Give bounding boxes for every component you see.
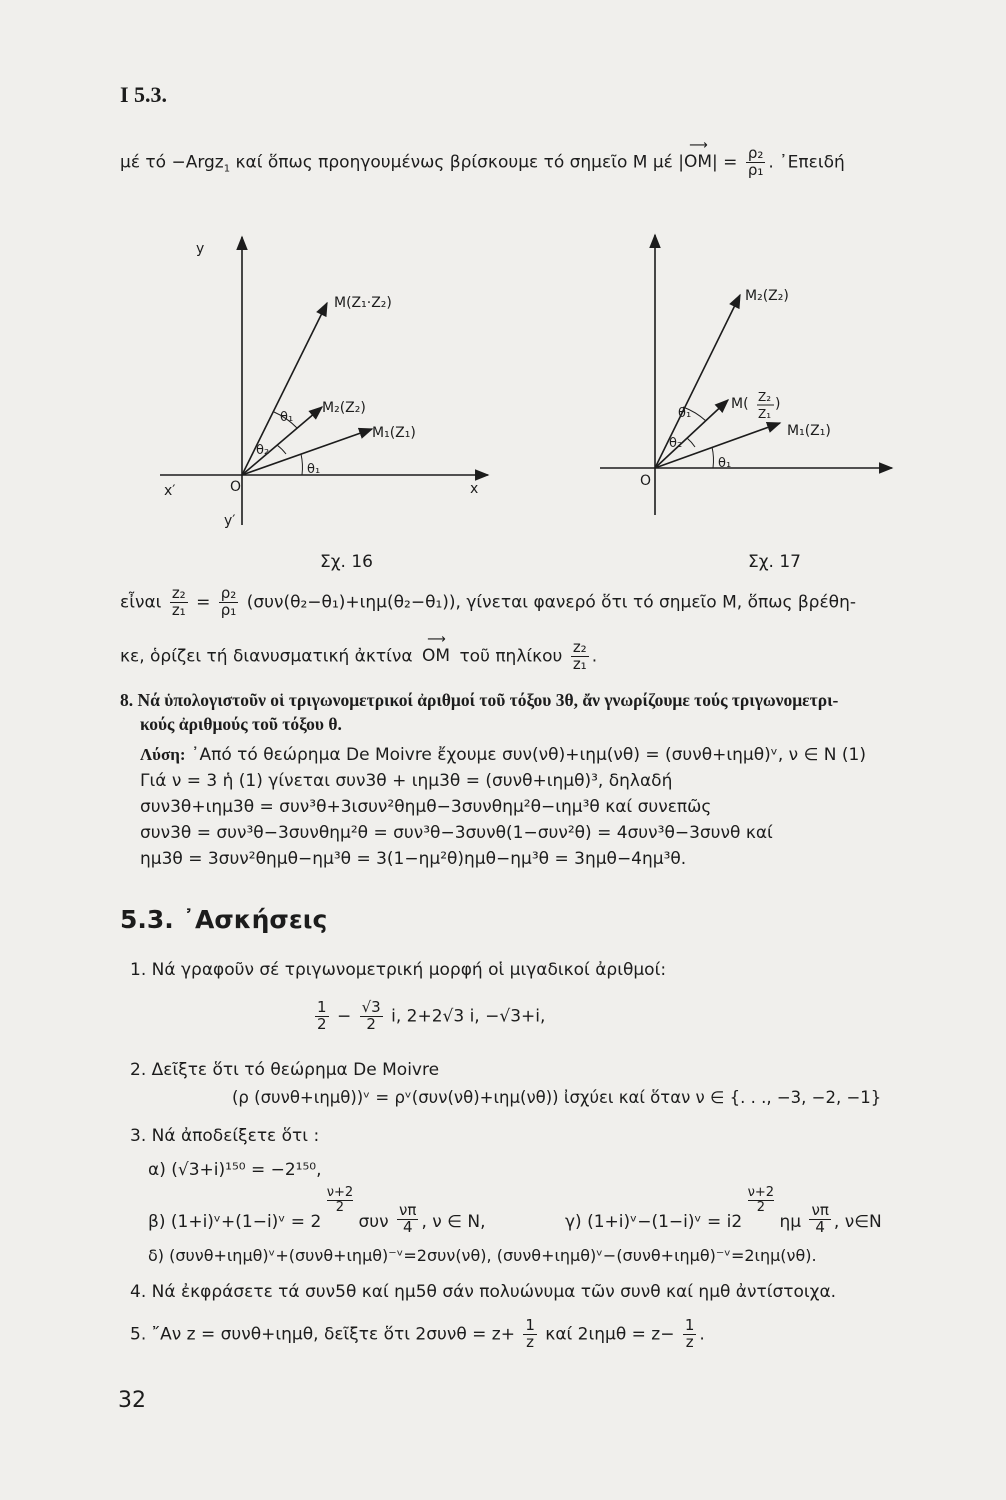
label-theta2: θ₂	[256, 443, 270, 458]
label-theta1-upper: θ₁	[678, 406, 692, 421]
ex8-line-2: κούς ἀριθμούς τοῦ τόξου θ.	[140, 714, 342, 734]
figure-17	[600, 225, 900, 520]
exercise-1: 1. Νά γραφοῦν σέ τριγωνομετρική μορφή οἱ μιγαδικοί ἀριθμοί:	[130, 960, 667, 980]
arc-theta2	[687, 438, 695, 447]
solution-line-5: ημ3θ = 3συν²θημθ−ημ³θ = 3(1−ημ²θ)ημθ−ημ³θ = 3ημθ−4ημ³θ.	[140, 849, 687, 869]
label-theta1: θ₁	[307, 462, 321, 477]
intro-sub: 1	[223, 163, 231, 175]
exercise-2-formula: (ρ (συνθ+ιημθ))ᵛ = ρᵛ(συν(νθ)+ιημ(νθ)) ἰσχύει καί ὅταν ν ∈ {. . ., −3, −2, −1}	[232, 1088, 882, 1107]
page-number: 32	[118, 1388, 146, 1413]
para-line-2: κε, ὁρίζει τή διανυσματική ἀκτίνα ⟶ OM τοῦ πηλίκου $\frac{\text{z₂}}{\text{z₁}}$ .	[120, 632, 598, 673]
label-theta1: θ₁	[718, 456, 732, 471]
arc-theta1	[301, 454, 302, 475]
label-m2: M₂(Z₂)	[745, 288, 789, 304]
exercise-3a: α) (√3+i)¹⁵⁰ = −2¹⁵⁰,	[148, 1160, 322, 1180]
arc-theta2	[277, 445, 286, 454]
label-mq: M(	[731, 396, 749, 412]
intro-rest: καί ὅπως προηγουμένως βρίσκουμε τό σημεῖο Μ μέ |	[230, 152, 684, 173]
label-mq-num: Z₂	[758, 390, 772, 404]
caption-fig16: Σχ. 16	[320, 552, 374, 572]
intro-eq: | =	[712, 152, 743, 173]
solution-line-3: συν3θ+ιημ3θ = συν³θ+3ισυν²θημθ−3συνθημ²θ−ιημ³θ καί συνεπῶς	[140, 797, 712, 817]
intro-line	[120, 138, 845, 179]
label-theta2: θ₂	[669, 436, 683, 451]
label-mq-den: Z₁	[758, 407, 772, 421]
label-mq-close: )	[775, 396, 781, 412]
label-theta1-upper: θ₁	[280, 410, 294, 425]
intro-text: μέ τό −Argz	[120, 152, 224, 173]
ex8-line-1: 8. Νά ὑπολογιστοῦν οἱ τριγωνομετρικοί ἀριθμοί τοῦ τόξου 3θ, ἄν γνωρίζουμε τούς τριγωνομετρι-	[120, 690, 839, 710]
exercise-3: 3. Νά ἀποδείξετε ὅτι :	[130, 1126, 320, 1146]
solution-line-2: Γιά ν = 3 ἡ (1) γίνεται συν3θ + ιημ3θ = (συνθ+ιημθ)³, δηλαδή	[140, 771, 673, 791]
label-origin: O	[640, 473, 652, 489]
exercise-3c: γ) (1+i)ᵛ−(1−i)ᵛ = i2 $\frac{\nu+2}{2}$ ημ $\frac{\nu\pi}{4}$ , ν∈N	[565, 1185, 882, 1237]
exercise-3d: δ) (συνθ+ιημθ)ᵛ+(συνθ+ιημθ)⁻ᵛ=2συν(νθ), (συνθ+ιημθ)ᵛ−(συνθ+ιημθ)⁻ᵛ=2ιημ(νθ).	[148, 1246, 817, 1265]
solution-line-4: συν3θ = συν³θ−3συνθημ²θ = συν³θ−3συνθ(1−συν²θ) = 4συν³θ−3συνθ καί	[140, 823, 773, 843]
label-yprime: y′	[224, 513, 236, 529]
label-origin: O	[230, 479, 242, 495]
rho-fraction: $\frac{\text{ρ₂}}{\text{ρ₁}}$	[747, 144, 764, 179]
exercises-title: 5.3. ᾽Ασκήσεις	[120, 905, 328, 934]
solution-line-1: Λύση: ᾽Από τό θεώρημα De Moivre ἔχουμε συν(νθ)+ιημ(νθ) = (συνθ+ιημθ)ᵛ, ν ∈ N (1)	[140, 745, 866, 765]
label-m1: M₁(Z₁)	[787, 423, 831, 439]
label-y: y	[196, 241, 205, 257]
figure-16	[150, 225, 510, 535]
label-x: x	[470, 481, 479, 497]
arc-theta1	[712, 447, 713, 468]
exercise-1-numbers: $\frac{1}{2}$ − $\frac{√3}{2}$ i, 2+2√3 i, −√3+i,	[317, 998, 546, 1033]
om-vector: ⟶ OM	[683, 138, 713, 173]
exercise-5: 5. ῎Αν z = συνθ+ιημθ, δεῖξτε ὅτι 2συνθ = z+ $\frac{1}{z}$ καί 2ιημθ = z− $\frac{1}{z}$ .	[130, 1316, 705, 1351]
exercise-3b: β) (1+i)ᵛ+(1−i)ᵛ = 2 $\frac{\nu+2}{2}$ συν $\frac{\nu\pi}{4}$ , ν ∈ N,	[148, 1185, 486, 1237]
para-line-1: εἶναι $\frac{\text{z₂}}{\text{z₁}}$ = $\frac{\text{ρ₂}}{\text{ρ₁}}$ (συν(θ₂−θ₁)+ιημ(θ₂−θ₁)), γίνεται φανερό ὅτι τό σημεῖο Μ, ὅπως βρέθη-	[120, 584, 856, 619]
section-header: I 5.3.	[120, 82, 168, 107]
label-m: M(Z₁·Z₂)	[334, 295, 392, 311]
exercise-2: 2. Δεῖξτε ὅτι τό θεώρημα De Moivre	[130, 1060, 440, 1080]
label-m2: M₂(Z₂)	[322, 400, 366, 416]
caption-fig17: Σχ. 17	[748, 552, 802, 572]
exercise-4: 4. Νά ἐκφράσετε τά συν5θ καί ημ5θ σάν πολυώνυμα τῶν συνθ καί ημθ ἀντίστοιχα.	[130, 1282, 837, 1302]
intro-after: . ᾽Επειδή	[768, 152, 845, 173]
label-m1: M₁(Z₁)	[372, 425, 416, 441]
label-xprime: x′	[164, 483, 176, 499]
